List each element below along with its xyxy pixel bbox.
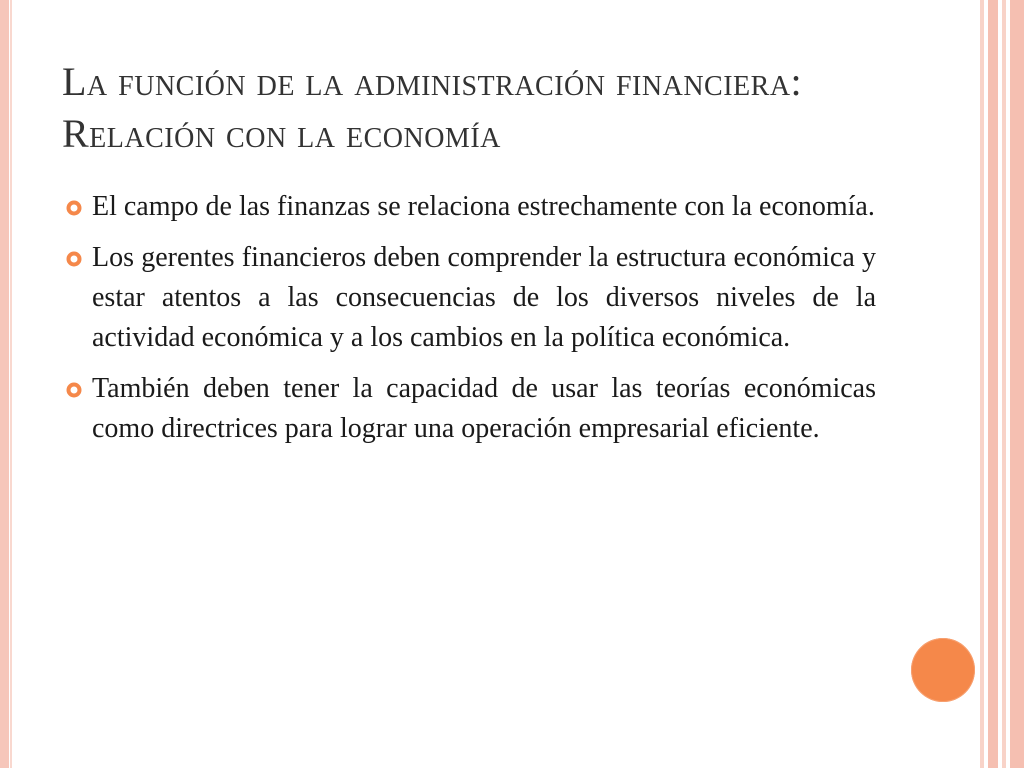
ring-bullet-icon bbox=[66, 382, 82, 398]
bullet-list bbox=[64, 187, 876, 460]
bullet-text: El campo de las finanzas se relaciona estrechamente con la economía. bbox=[92, 191, 875, 222]
right-decor-stripe bbox=[1010, 0, 1024, 768]
list-item bbox=[64, 238, 876, 358]
right-decor-stripe bbox=[1002, 0, 1006, 768]
ring-bullet-icon bbox=[66, 200, 82, 216]
left-decor-stripe bbox=[0, 0, 9, 768]
bullet-text: Los gerentes financieros deben comprender la estructura económica y estar atentos a las consecuencias de los diversos niveles de la actividad económica y a los cambios en la política económica. bbox=[92, 242, 876, 353]
right-decor-stripe bbox=[980, 0, 984, 768]
decorative-circle bbox=[911, 638, 975, 702]
left-decor-line bbox=[10, 0, 12, 768]
right-decor-stripe bbox=[988, 0, 998, 768]
list-item bbox=[64, 369, 876, 449]
list-item bbox=[64, 187, 876, 227]
bullet-text: También deben tener la capacidad de usar las teorías económicas como directrices para lograr una operación empresarial eficiente. bbox=[92, 373, 876, 444]
ring-bullet-icon bbox=[66, 251, 82, 267]
slide-title: La función de la administración financiera: Relación con la economía bbox=[62, 59, 803, 156]
